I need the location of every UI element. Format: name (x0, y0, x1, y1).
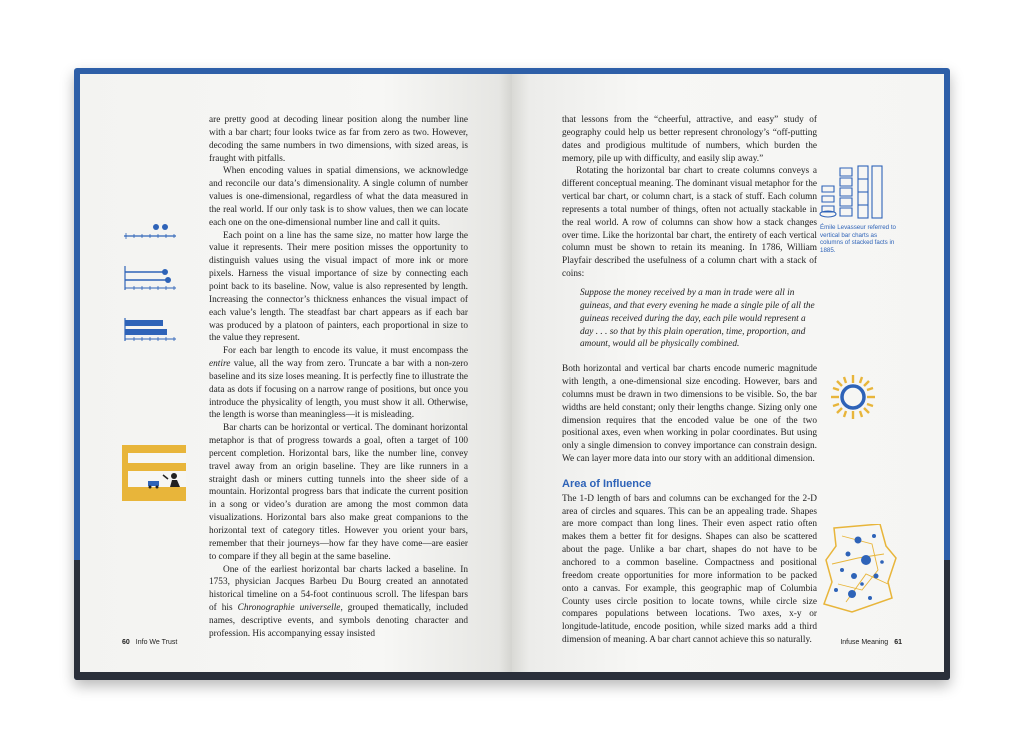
paragraph (562, 114, 817, 165)
paragraph (209, 422, 468, 563)
bar-chart-icon (122, 317, 178, 343)
left-running-title: Info We Trust (135, 639, 178, 646)
right-page (512, 74, 944, 672)
paragraph (562, 493, 817, 647)
county-map-icon (822, 524, 898, 614)
paragraph (209, 564, 468, 641)
text-run: that lessons from the “cheerful, attractive, and easy” study of geography could help us better represent chronology’s “off-putting dates and prodigious multitude of numbers, which burden the memory, pile up with difficulty, and easily slip away.” (562, 115, 817, 164)
stacked-cups-icon (818, 164, 896, 222)
text-run: Rotating the horizontal bar chart to create columns conveys a different conceptual meaning. The dominant visual metaphor for the vertical bar chart, or column chart, is a stack of stuff. Each column represents a total number of things, often not actually stackable in the real world. A row of columns can show how a stack changes over time. Like the horizontal bar chart, the entirety of each vertical column must be shown to retain its meaning. In 1786, William Playfair described the usefulness of a column chart with a stack of coins: (562, 166, 817, 280)
sun-icon (830, 374, 876, 420)
paragraph (562, 363, 817, 466)
paragraph (209, 230, 468, 346)
left-page-number: 60 (122, 639, 130, 646)
left-footer (122, 639, 177, 646)
text-run: , grouped thematically, included names, descriptive events, and symbols denoting character and profession. His accompanying essay insisted (209, 603, 468, 639)
text-run: When encoding values in spatial dimensions, we acknowledge and reconcile our data’s dimensionality. A single column of number values is one-dimensional, regardless of what the data measured in the real world. If our only task is to show values, then we can locate each one on the one-dimensional number line and call it quits. (209, 166, 468, 228)
progress-bar-miner-icon (122, 445, 186, 501)
left-page (80, 74, 512, 672)
right-page-body (562, 114, 817, 647)
number-line-dots-icon (122, 222, 178, 242)
playfair-quote: Suppose the money received by a man in trade were all in guineas, and that every evening he made a single pile of all the guineas received during the day, each pile would represent a day . . . so that by this plain operation, time, proportion, and amount, would all be physically combined. (580, 287, 815, 350)
italic-text: entire (209, 359, 231, 370)
left-page-body (209, 114, 468, 641)
italic-text: Chronographie universelle (237, 603, 341, 614)
paragraph (209, 165, 468, 229)
text-run: are pretty good at decoding linear position along the number line with a bar chart; four looks twice as far from zero as two. However, decoding the same numbers in two dimensions, with sized areas, is fraught with pitfalls. (209, 115, 468, 164)
text-run: One of the earliest horizontal bar charts lacked a baseline. In 1753, physician Jacques Barbeu Du Bourg created an annotated historical timeline on a 54-foot continuous scroll. The lifespan bars of his (209, 564, 468, 614)
cups-caption: Émile Levasseur referred to vertical bar charts as columns of stacked facts in 1885. (820, 224, 897, 254)
right-page-number: 61 (894, 639, 902, 646)
lollipop-chart-icon (122, 264, 178, 294)
text-run: For each bar length to encode its value, it must encompass the (223, 346, 468, 357)
section-heading: Area of Influence (562, 477, 652, 490)
paragraph (209, 114, 468, 165)
text-run: value, all the way from zero. Truncate a bar with a non-zero baseline and its size loses meaning. It is perfectly fine to illustrate the data as dots if focusing on a narrow range of positions, but once you introduce the physicality of length, you must show it all. Otherwise, the length is worse than meaningless—it is misleading. (209, 359, 468, 421)
paragraph (562, 165, 817, 281)
text-run: The 1-D length of bars and columns can be exchanged for the 2-D area of circles and squares. This can be an appealing trade. Shapes are more compact than long lines. Their even aspect ratio often makes them a better fit for designs. Shapes can also be scattered about the page. Unlike a bar chart, shapes do not have to be anchored to a common baseline. Compactness and positional freedom create opportunities for more information to be packed onto a canvas. For example, this geographic map of Columbia County uses circle position to locate towns, while circle size compares populations between locations. Two axes, x-y or longitude-latitude, encode position, while sized marks add a third dimension of meaning. A bar chart cannot achieve this so naturally. (562, 493, 817, 646)
right-running-title: Infuse Meaning (840, 639, 889, 646)
text-run: Both horizontal and vertical bar charts encode numeric magnitude with length, a one-dimensional size encoding. However, bars and columns must be drawn in two dimensions to be visible. So, the bar widths are held constant; only their lengths change. Sizing only one dimension requires that the encoded value be one of the two positional axes, even when working in polar coordinates. But using only a single dimension to convey importance can constrain design. We can layer more data into our story with an additional dimension. (562, 364, 817, 465)
open-book (74, 68, 950, 680)
text-run: Bar charts can be horizontal or vertical. The dominant horizontal metaphor is that of progress towards a goal, often a target of 100 percent completion. Horizontal bars, like the number line, convey travel away from an origin baseline. They are like runners in a straight dash or miners cutting tunnels into the sheer side of a mountain. Horizontal progress bars that indicate the current position in a song or video’s duration are among the most common data visualizations. Horizontal bars also make great companions to the horizontal text of category titles. However you orient your bars, remember that their journeys—how far they have come—are easier to compare if they all begin at the same baseline. (209, 423, 468, 562)
text-run: Each point on a line has the same size, no matter how large the value it represents. Their mere position misses the opportunity to distinguish values using the visual impact of more ink or more pixels. Harness the visual importance of size by connecting each point back to its baseline. Now, value is also represented by length. Increasing the connector’s thickness enhances the visual impact of each value’s length. The steadfast bar chart appears as if each bar was produced by a platoon of painters, each proportional in size to the value they represent. (209, 230, 468, 344)
paragraph (209, 345, 468, 422)
right-footer (840, 639, 902, 646)
